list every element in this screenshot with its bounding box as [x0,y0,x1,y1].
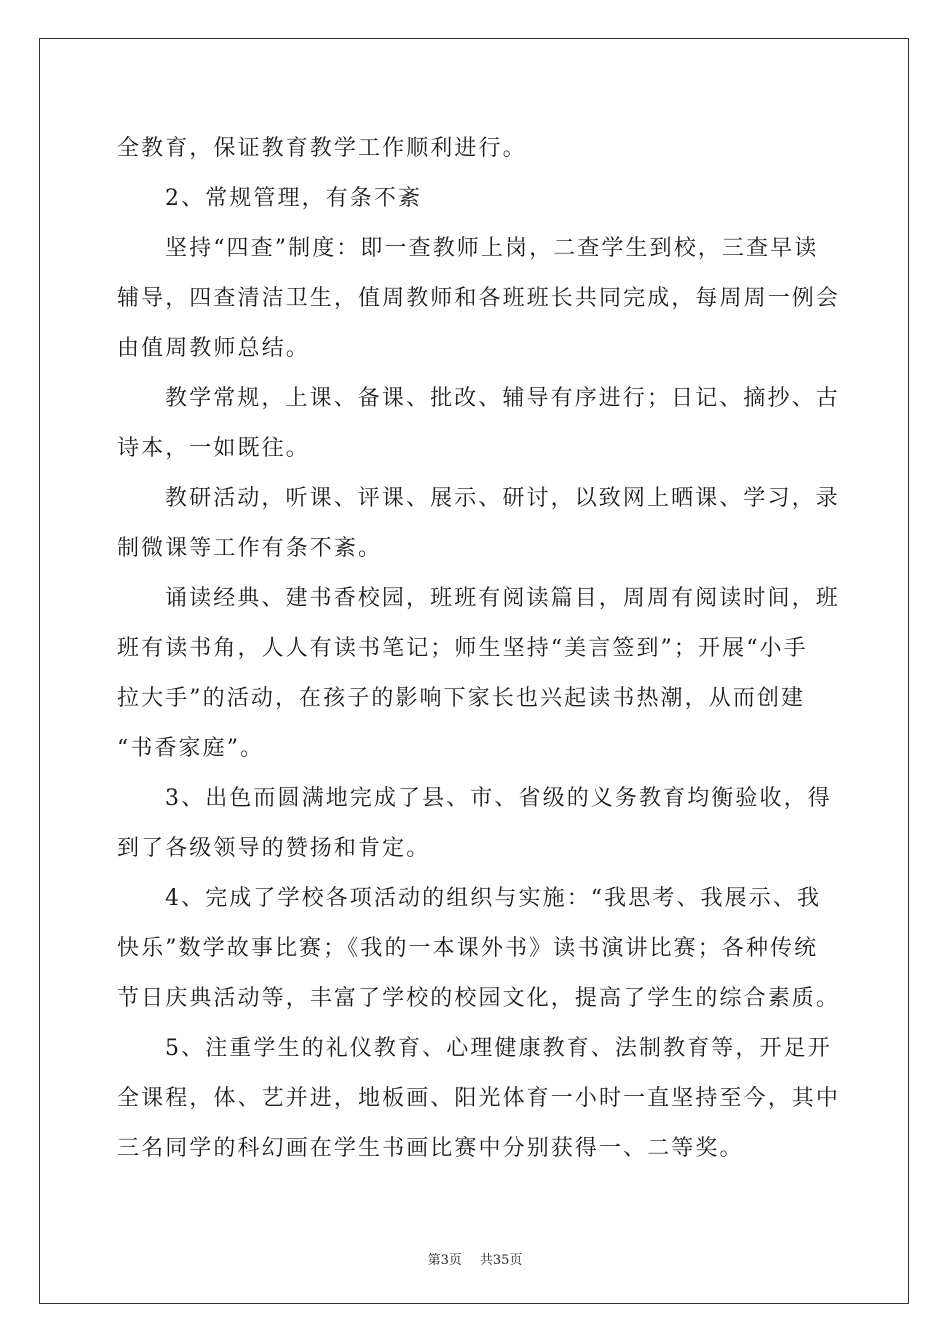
line-15: 到了各级领导的赞扬和肯定。 [117,836,431,861]
line-8: 教研活动，听课、评课、展示、研讨，以致网上晒课、学习，录 [165,486,840,511]
line-19: 5、注重学生的礼仪教育、心理健康教育、法制教育等，开足开 [165,1036,832,1061]
line-1: 全教育，保证教育教学工作顺利进行。 [117,136,527,161]
line-10: 诵读经典、建书香校园，班班有阅读篇目，周周有阅读时间，班 [165,586,840,611]
line-6: 教学常规，上课、备课、批改、辅导有序进行；日记、摘抄、古 [165,386,840,411]
line-13: “书香家庭”。 [117,736,265,761]
line-7: 诗本，一如既往。 [117,436,310,461]
line-21: 三名同学的科幻画在学生书画比赛中分别获得一、二等奖。 [117,1136,744,1161]
line-12: 拉大手”的活动，在孩子的影响下家长也兴起读书热潮，从而创建 [117,686,806,711]
page-footer [0,1249,950,1268]
line-5: 由值周教师总结。 [117,336,310,361]
line-18: 节日庆典活动等，丰富了学校的校园文化，提高了学生的综合素质。 [117,986,841,1011]
document-body [117,124,841,1174]
line-20: 全课程，体、艺并进，地板画、阳光体育一小时一直坚持至今，其中 [117,1086,841,1111]
line-4: 辅导，四查清洁卫生，值周教师和各班班长共同完成，每周周一例会 [117,286,841,311]
line-9: 制微课等工作有条不紊。 [117,536,383,561]
line-17: 快乐”数学故事比赛；《我的一本课外书》读书演讲比赛；各种传统 [117,936,819,961]
line-3: 坚持“四查”制度：即一查教师上岗，二查学生到校，三查早读 [165,236,819,261]
line-16: 4、完成了学校各项活动的组织与实施：“我思考、我展示、我 [165,886,822,911]
line-2: 2、常规管理，有条不紊 [165,186,423,211]
line-11: 班有读书角，人人有读书笔记；师生坚持“美言签到”；开展“小手 [117,636,808,661]
page-number: 第3页 [427,1253,462,1268]
total-pages: 共35页 [479,1253,523,1268]
line-14: 3、出色而圆满地完成了县、市、省级的义务教育均衡验收，得 [165,786,832,811]
